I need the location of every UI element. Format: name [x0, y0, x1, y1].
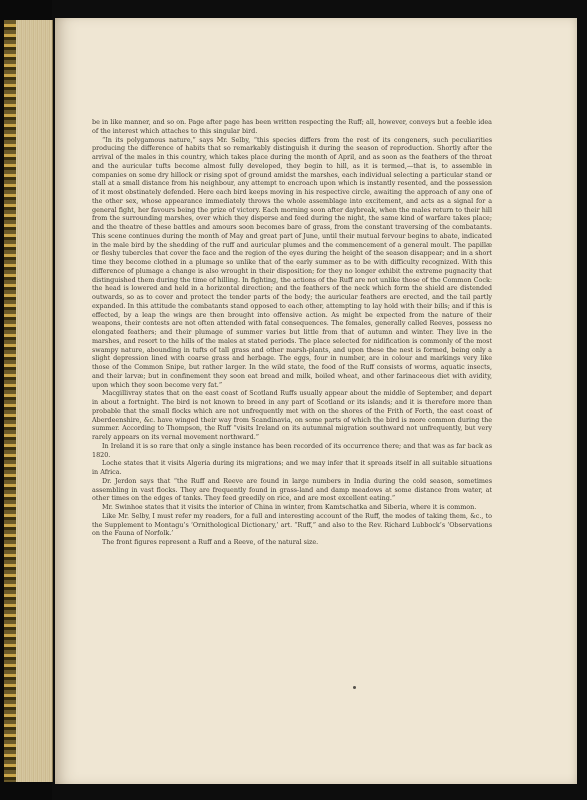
paragraph: be in like manner, and so on. Page after page has been written respecting the Ruff; all, however, conveys but a feeble idea of the interest which attaches to this singular bird.	[92, 118, 492, 135]
paragraph: Macgillivray states that on the east coast of Scotland Ruffs usually appear about the middle of September, and depart in about a fortnight. The bird is not known to breed in any part of Scotland or its islands; and it is therefore more than probable that the small flocks which are not unfrequently met with on the shores of the Frith of Forth, the east coast of Aberdeenshire, &c. have winged their way from Scandinavia, on some parts of which the bird is more common during the summer. According to Thompson, the Ruff “visits Ireland on its autumnal migration southward not unfrequently, but very rarely appears on its vernal movement northward.”	[92, 389, 492, 441]
paragraph: Dr. Jerdon says that “the Ruff and Reeve are found in large numbers in India during the cold season, sometimes assembling in vast flocks. They are frequently found in grass-land and damp meadows at some distance from water, at other times on the edges of tanks. They feed greedily on rice, and are most excellent eating.”	[92, 476, 492, 503]
paragraph: Mr. Swinhoe states that it visits the interior of China in winter, from Kamtschatka and Siberia, where it is common.	[102, 503, 477, 511]
paragraph: Like Mr. Selby, I must refer my readers, for a full and interesting account of the Ruff, the modes of taking them, &c., to the Supplement to Montagu’s ‘Ornithological Dictionary,’ art. “Ruff,” and also to the Rev. Richard Lubbock’s ‘Observations on the Fauna of Norfolk.’	[92, 511, 492, 538]
page-edges	[16, 20, 53, 782]
paragraph: Loche states that it visits Algeria during its migrations; and we may infer that it spreads itself in all suitable situations in Africa.	[92, 459, 492, 476]
paragraph: “In its polygamous nature,” says Mr. Selby, “this species differs from the rest of its congeners, such peculiarities producing the difference of habits that so remarkably distinguish it during the season of reproduction. Shortly after the arrival of the males in this country, which takes place during the month of April, and as soon as the feathers of the throat and the auricular tufts become almost fully developed, they begin to hill, as it is termed,—that is, to assemble in companies on some dry hillock or rising spot of ground amidst the marshes, each individual selecting a particular stand or stall at a small distance from his neighbour, any attempt to encroach upon which is instantly resented, and the possession of it most obstinately defended. Here each bird keeps moving in his respective circle, awaiting the approach of any one of the other sex, whose appearance immediately throws the whole assemblage into excitement, and acts as a signal for a general fight, her favours being the prize of victory. Each morning soon after daybreak, when the males return to their hill from the surrounding marshes, over which they disperse and feed during the night, the same kind of warfare takes place; and the theatre of these battles and amours soon becomes bare of grass, from the constant traversing of the combatants. This scene continues during the month of May and great part of June, until their mutual fervour begins to abate, indicated in the male bird by the shedding of the ruff and auricular plumes and the commencement of a general moult. The papillæ or fleshy tubercles that cover the face and the region of the eyes during the height of the season disappear; and in a short time they become clothed in a plumage so unlike that of the early summer as to be with difficulty recognized. With this difference of plumage a change is also wrought in their disposition; for they no longer exhibit the extreme pugnacity that distinguished them during the time of hilling. In fighting, the actions of the Ruff are not unlike those of the Common Cock: the head is lowered and held in a horizontal direction; and the feathers of the neck which form the shield are distended outwards, so as to cover and protect the tender parts of the body; the auricular feathers are erected, and the tail partly expanded. In this attitude the combatants stand opposed to each other, attempting to lay hold with their bills; and if this is effected, by a leap the wings are then brought into offensive action. As might be expected from the nature of their weapons, their contests are not often attended with fatal consequences. The females, generally called Reeves, possess no elongated feathers; and their plumage of summer varies but little from that of autumn and winter. They live in the marshes, and resort to the hills of the males at stated periods. The place selected for nidification is commonly of the most swampy nature, abounding in tufts of tall grass and other marsh-plants, and upon these the nest is formed, being only a slight depression lined with coarse grass and herbage. The eggs, four in number, are in colour and markings very like those of the Common Snipe, but rather larger. In the wild state, the food of the Ruff consists of worms, aquatic insects, and their larvæ; but in confinement they soon eat bread and milk, boiled wheat, and other farinaceous diet with avidity, upon which they soon become very fat.”	[92, 135, 492, 389]
ink-dot	[353, 686, 356, 689]
paragraph: In Ireland it is so rare that only a single instance has been recorded of its occurrence there; and that was as far back as 1820.	[92, 441, 492, 459]
paragraph: The front figures represent a Ruff and a Reeve, of the natural size.	[102, 538, 319, 546]
page-text	[92, 118, 492, 547]
